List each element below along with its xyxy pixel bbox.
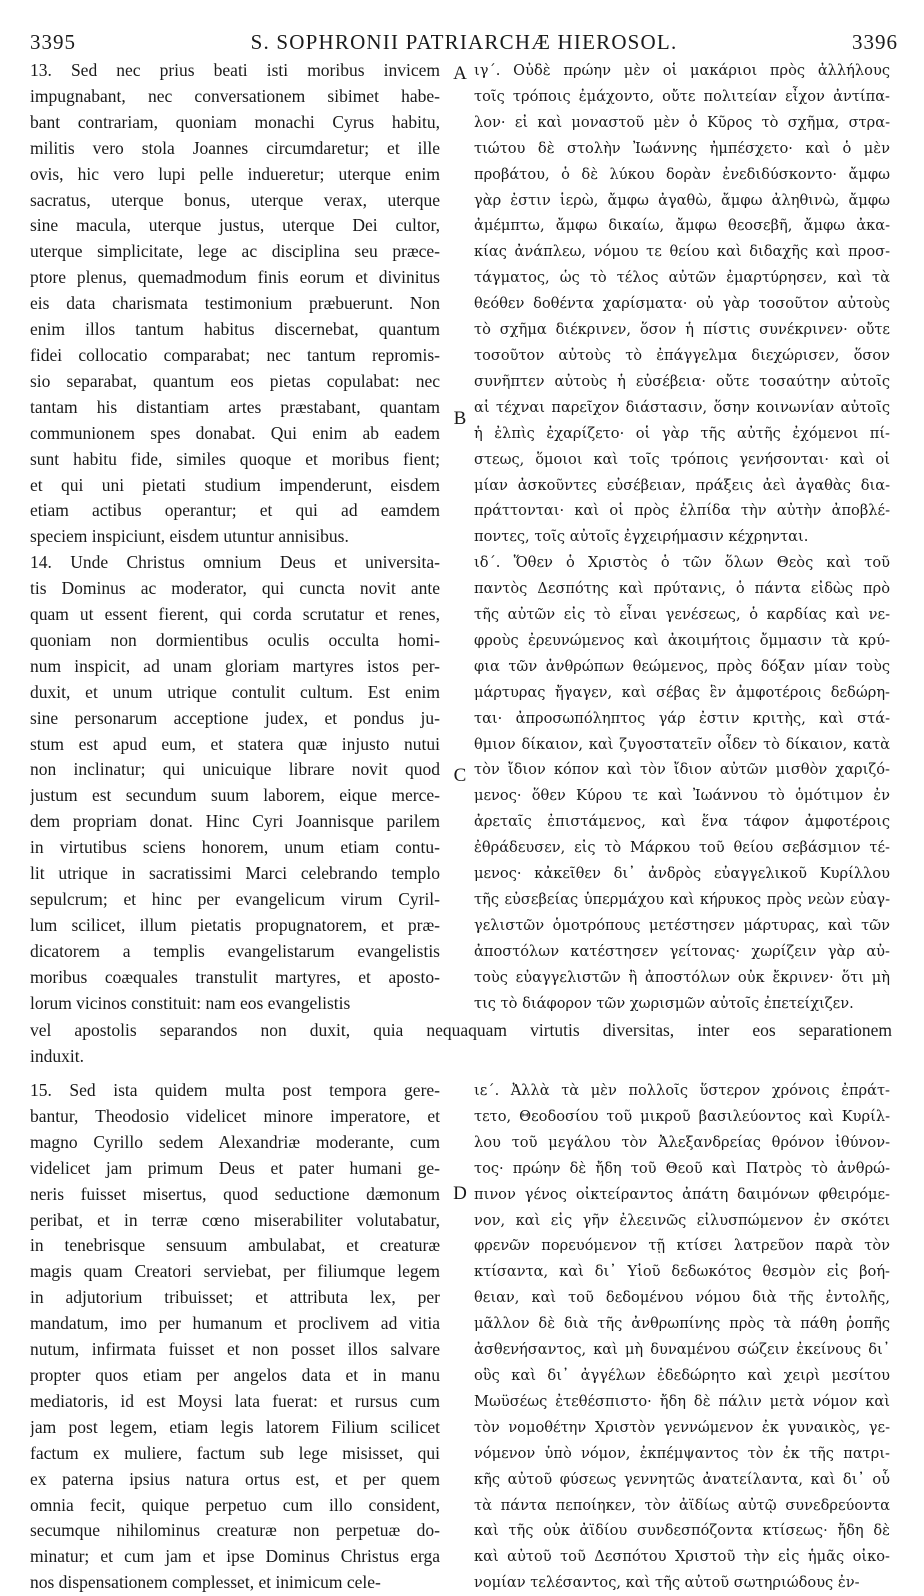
margin-letter-c: C: [453, 765, 467, 786]
text-line: στεως, ὅμοιοι καὶ τοῖς τρόποις γενήσονται· καὶ οἱ: [474, 450, 890, 468]
text-line: τῆς αὐτῶν εἰς τὸ εἶναι γενέσεως, ὁ καρδίας καὶ νε-: [474, 606, 890, 624]
text-line: καὶ αὐτοῦ τοῦ Δεσπότου Χριστοῦ τὴν εἰς ἡμᾶς οἰκο-: [474, 1548, 890, 1566]
text-line: αἱ τέχναι παρεῖχον διάστασιν, ὅσην κοινωνίαν αὐτοῖς: [474, 398, 890, 416]
text-line: τος· πρώην δὲ ἤδη τοῦ Θεοῦ καὶ Πατρὸς τὸ ἀνθρώ-: [474, 1159, 890, 1177]
text-line: sio separabat, quantum eos pietas copulabat: nec: [30, 370, 440, 391]
text-line: fidei collocatio comparabat; nec tantum repromis-: [30, 344, 440, 365]
text-line: τοσοῦτον αὐτοὺς τὸ ἐπάγγελμα διεχώρισεν, ὅσον: [474, 346, 890, 364]
text-line: induxit.: [30, 1046, 84, 1066]
text-line: πινον γένος οἰκτείραντος ἀπάτη δαιμόνων φθειρόμε-: [474, 1185, 890, 1203]
text-line: παντὸς Δεσπότης καὶ πρύτανις, ὁ πάντα εἰδὼς πρὸ: [474, 580, 890, 598]
text-line: τοῖς τρόποις ἐμάχοντο, οὔτε πολιτείαν εἶχον ἀντίπα-: [474, 87, 890, 105]
text-line: συνῆπτεν αὐτοὺς ἡ εὐσέβεια· οὔτε τοσαύτην αὐτοῖς: [474, 372, 890, 390]
margin-letter-a: A: [453, 63, 467, 84]
text-line: νόμενον ὑπὸ νόμον, ἐκπέμψαντος τὸν ἐκ τῆς πατρι-: [474, 1444, 890, 1462]
text-line: quam ut essent fierent, qui corda scrutatur et renes,: [30, 604, 440, 625]
text-line: ἀσθενήσαντος, καὶ μὴ δυναμένου σώζειν ἐκείνους δι᾽: [474, 1341, 890, 1359]
text-line: θεόθεν δοθέντα χαρίσματα· οὐ γὰρ τοσοῦτον αὐτοὺς: [474, 295, 890, 313]
text-line: 14. Unde Christus omnium Deus et universita-: [30, 552, 440, 573]
text-line: duxit, et unum utrique contulit cultum. Est enim: [30, 681, 440, 702]
text-line: dicatorem a templis evangelistarum evangelistis: [30, 940, 440, 961]
text-line: impugnabant, nec conversationem sibimet habe-: [30, 85, 440, 106]
text-line: nutum, infirmata fuisset et non posset illos salvare: [30, 1339, 440, 1360]
running-header: [30, 30, 898, 58]
text-line: μίαν ἀσκοῦντες εὐσέβειαν, πράξεις ἀεὶ ἀγαθὰς δια-: [474, 476, 890, 494]
text-line: magno Cyrillo sedem Alexandriæ moderante, cum: [30, 1131, 440, 1152]
text-line: ται· ἀπροσωπόληπτος γάρ ἐστιν κριτὴς, καὶ στά-: [474, 709, 890, 727]
text-line: θμιον δίκαιον, καὶ ζυγοστατεῖν οἶδεν τὸ δίκαιον, κατὰ: [474, 735, 890, 753]
text-line: sacratus, uterque bonus, uterque verax, uterque: [30, 189, 440, 210]
text-line: bantur, Theodosio videlicet minore imperatore, et: [30, 1105, 440, 1126]
text-line: uterque simplicitate, lege ac disciplina seu præce-: [30, 241, 440, 262]
text-line: speciem inspiciunt, eisdem utuntur annisibus.: [30, 526, 349, 547]
text-line: in tenebrisque sensuum ambulabat, et creaturæ: [30, 1235, 440, 1256]
text-line: nos dispensationem complesset, et inimicum cele-: [30, 1572, 381, 1593]
text-line: videlicet jam primum Deus et pater humani ge-: [30, 1157, 440, 1178]
margin-letter-d: D: [453, 1183, 467, 1204]
text-line: lum scilicet, illum pietatis propugnatorem, et præ-: [30, 914, 440, 935]
greek-column-lower: [474, 1078, 890, 1596]
page-number-left: 3395: [30, 30, 76, 54]
text-line: τὸ σχῆμα διέκρινεν, ὅσον ἡ πίστις συνέκρινεν· οὔτε: [474, 321, 890, 339]
text-line: 13. Sed nec prius beati isti moribus invicem: [30, 60, 440, 80]
text-line: ἐθράδευσεν, εἰς τὸ Μάρκου τοῦ θείου σεβάσμιον τέ-: [474, 839, 890, 857]
text-line: non inclinatur; qui unicuique librare novit quod: [30, 759, 440, 780]
text-line: τοὺς εὐαγγελιστῶν ἢ ἀποστόλων οὐκ ἔκρινεν· ὅτι μὴ: [474, 968, 890, 986]
text-line: jam post legem, etiam legis latorem Filium scilicet: [30, 1416, 440, 1437]
text-line: militis vero stola Joannes circumdaretur; et ille: [30, 137, 440, 158]
text-line: dem propriam donat. Hinc Cyri Joannisque parilem: [30, 811, 440, 832]
text-line: eis data charismata testimonium præbuerunt. Non: [30, 293, 440, 314]
text-line: 15. Sed ista quidem multa post tempora gere-: [30, 1080, 440, 1100]
text-line: justum est secundum suum laborem, eique merce-: [30, 785, 440, 806]
text-line: κίας ἀνάπλεω, νόμου τε θείου καὶ διδαχῆς καὶ προσ-: [474, 243, 890, 261]
text-line: ptore plenus, quemadmodum finis eorum et divinitus: [30, 267, 440, 288]
text-line: τάγματος, ὡς τὸ τέλος αὐτῶν ἐμαρτύρησεν, καὶ τὰ: [474, 269, 890, 287]
text-line: τετο, Θεοδοσίου τοῦ μικροῦ βασιλεύοντος καὶ Κυρίλ-: [474, 1107, 890, 1125]
text-line: κτίσαντα, καὶ δι᾽ Υἱοῦ δεδωκότος θεσμὸν εἰς βοή-: [474, 1263, 890, 1281]
text-line: πράττονται· καὶ οἱ πρὸς ἐλπίδα τὴν αὐτὴν ἀποβλέ-: [474, 502, 890, 520]
text-line: τιώτου δὲ στολὴν Ἰωάννης ἠμπέσχετο· καὶ ὁ μὲν: [474, 139, 890, 157]
page-title: S. SOPHRONII PATRIARCHÆ HIEROSOL.: [250, 30, 678, 54]
text-line: num inspicit, ad unam gloriam martyres istos per-: [30, 655, 440, 676]
text-line: secumque nihilominus creaturæ non perpetuæ do-: [30, 1520, 440, 1541]
text-line: ex paterna ipsius natura ortus est, et per quem: [30, 1468, 440, 1489]
text-line: λον· εἰ καὶ μοναστοῦ μὲν ὁ Κῦρος τὸ σχῆμα, στρα-: [474, 113, 890, 131]
text-line: quoniam non dormientibus oculis occulta homi-: [30, 629, 440, 650]
text-line: communionem spes donabat. Qui enim ab eadem: [30, 422, 440, 443]
text-line: minatur; et cum jam et ipse Dominus Christus erga: [30, 1546, 440, 1567]
text-line: γελιστῶν ὁμοτρόπους μετέστησεν μάρτυρας, καὶ τῶν: [474, 916, 890, 934]
text-line: vel apostolis separandos non duxit, quia nequaquam virtutis diversitas, inter eos separationem: [30, 1020, 892, 1040]
text-line: μᾶλλον δὲ διὰ τῆς ἀνθρωπίνης πρὸς τὰ πάθη ῥοπῆς: [474, 1315, 890, 1333]
page-number-right: 3396: [852, 30, 898, 54]
text-line: μενος· ὅθεν Κύρου τε καὶ Ἰωάννου τὸ ὁμότιμον ἐν: [474, 787, 890, 805]
margin-letter-b: B: [453, 408, 467, 429]
text-line: ἡ ἐλπὶς ἐχαρίζετο· οἱ γὰρ τῆς αὐτῆς ἐχόμενοι πί-: [474, 424, 890, 442]
text-line: lorum vicinos constituit: nam eos evangelistis: [30, 992, 351, 1013]
text-line: lit utrique in sacratissimi Marci celebrando templo: [30, 863, 440, 884]
text-line: et qui uni pietati studium impenderunt, eisdem: [30, 474, 440, 495]
text-line: φια τῶν ἀνθρώπων θεώμενος, πρὸς δόξαν μίαν τοὺς: [474, 657, 890, 675]
text-line: peribat, et in terræ cœno miserabiliter volutabatur,: [30, 1209, 440, 1230]
latin-column-upper: [30, 58, 440, 1017]
latin-column-lower: [30, 1078, 440, 1596]
text-line: γὰρ ἐστιν ἱερὼ, ἄμφω ἀγαθὼ, ἄμφω ἀληθινὼ, ἄμφω: [474, 191, 890, 209]
text-line: θειαν, καὶ τοῦ δεδομένου νόμου διὰ τῆς ἐντολῆς,: [474, 1289, 890, 1307]
text-line: λου τοῦ μεγάλου τὸν Ἀλεξανδρείας θρόνον ἰθύνον-: [474, 1133, 890, 1151]
text-line: κῆς αὐτοῦ φύσεως γεννητῶς ἀνατείλαντα, καὶ δι᾽ οὗ: [474, 1470, 890, 1488]
text-line: ἀποστόλων κατέστησεν γείτονας· χωρίζειν γὰρ αὐ-: [474, 942, 890, 960]
text-line: mandatum, imo per humanum et proclivem ad vitia: [30, 1313, 440, 1334]
text-line: ιγ΄. Οὐδὲ πρώην μὲν οἱ μακάριοι πρὸς ἀλλήλους: [474, 62, 890, 79]
text-line: omnia fecit, quique perpetuo cum illo consident,: [30, 1494, 440, 1515]
text-line: νομίαν τελέσαντος, καὶ τῆς αὐτοῦ σωτηριώδους ἐν-: [474, 1574, 860, 1592]
text-line: Μωϋσέως ἐτεθέσπιστο· ἤδη δὲ πάλιν μετὰ νόμον καὶ: [474, 1392, 890, 1410]
text-line: tantam his distantiam artes præstabant, quantam: [30, 396, 440, 417]
text-line: in virtutibus sciens honorem, unum etiam contu-: [30, 837, 440, 858]
text-line: τὸν νομοθέτην Χριστὸν γεννώμενον ἐκ γυναικὸς, γε-: [474, 1418, 890, 1436]
text-line: neris fuisset misertus, quod seductione dæmonum: [30, 1183, 440, 1204]
greek-column-upper: [474, 58, 890, 1017]
text-line: moribus coæquales transtulit martyres, et aposto-: [30, 966, 440, 987]
text-line: τῆς εὐσεβείας ὑπερμάχου καὶ κήρυκος πρὸς νεὼν εὐαγ-: [474, 891, 890, 908]
text-line: etiam actibus operantur; et qui ad eamdem: [30, 500, 440, 521]
text-line: bant contrariam, quoniam monachi Cyrus habitu,: [30, 111, 440, 132]
text-line: magis quam Creatori serviebat, per filiumque legem: [30, 1261, 440, 1282]
text-line: οὓς καὶ δι᾽ ἀγγέλων ἐδεδώρητο καὶ χειρὶ μεσίτου: [474, 1366, 890, 1384]
text-line: sine macula, uterque justus, uterque Dei cultor,: [30, 215, 440, 236]
text-line: mediatoris, id est Moysi lata fuerat: et rursus cum: [30, 1390, 440, 1411]
text-line: sepulcrum; et hinc per evangelicum virum Cyril-: [30, 889, 440, 909]
text-line: φρενῶν πορευόμενον τῇ κτίσει λατρεῦον παρὰ τὸν: [474, 1237, 890, 1255]
text-line: καὶ τῆς οὐκ ἀϊδίου συνδεσπόζοντα κτίσεως· ἤδη δὲ: [474, 1522, 890, 1540]
text-line: τις τὸ διάφορον τῶν χωρισμῶν αὐτοῖς ἐπετείχιζεν.: [474, 994, 854, 1012]
text-line: propter quos etiam per angelos data et in manu: [30, 1364, 440, 1385]
text-line: factum ex muliere, factum sub lege misisset, qui: [30, 1442, 440, 1463]
text-line: φροὺς ἐρευνώμενος καὶ ἀκοιμήτοις ὄμμασιν τὰ κρύ-: [474, 631, 890, 649]
text-line: μάρτυρας ἤγαγεν, καὶ σέβας ἓν ἀμφοτέροις δεδώρη-: [474, 683, 890, 701]
text-line: tis Dominus ac moderator, qui cuncta novit ante: [30, 578, 440, 599]
text-line: ποντες, τοῖς αὐτοῖς ἐγχειρήμασιν κέχρηνται.: [474, 528, 809, 546]
text-line: ιδ΄. Ὅθεν ὁ Χριστὸς ὁ τῶν ὅλων Θεὸς καὶ τοῦ: [474, 554, 890, 572]
text-line: ιε΄. Ἀλλὰ τὰ μὲν πολλοῖς ὕστερον χρόνοις ἐπράτ-: [474, 1082, 890, 1099]
text-line: ἀρεταῖς ἐπιστάμενος, καὶ ἕνα τάφον ἀμφοτέροις: [474, 813, 890, 831]
text-line: in adjutorium tribuisset; et attributa lex, per: [30, 1287, 440, 1308]
text-line: προβάτου, ὁ δὲ λύκου δορὰν ἐνεδιδύσκοντο· ἄμφω: [474, 165, 890, 183]
text-line: ἀμέμπτω, ἄμφω δικαίω, ἄμφω θεοσεβῆ, ἄμφω ἀκα-: [474, 217, 890, 235]
text-line: enim illos tantum habitus discernebat, quantum: [30, 319, 440, 340]
text-line: νον, καὶ εἰς γῆν ἐλεεινῶς εἰλυσπώμενον ἐν σκότει: [474, 1211, 890, 1229]
text-line: μενος· κἀκεῖθεν δι᾽ ἀνδρὸς εὐαγγελικοῦ Κυρίλλου: [474, 865, 890, 883]
text-line: stum est apud eum, et statera quæ injusto nutui: [30, 733, 440, 754]
text-line: τὰ πάντα πεποίηκεν, τὸν ἀϊδίως αὐτῷ συνεδρεύοντα: [474, 1496, 890, 1514]
text-line: sine personarum acceptione judex, et pondus ju-: [30, 707, 440, 728]
latin-full-width-lines: [30, 1017, 892, 1069]
text-line: sunt habitu fide, similes quoque et moribus fient;: [30, 448, 440, 469]
text-line: τὸν ἴδιον κόπον καὶ τὸν ἴδιον αὐτῶν μισθὸν χαριζό-: [474, 761, 890, 779]
text-line: ovis, hic vero lupi pelle indueretur; uterque enim: [30, 163, 440, 184]
